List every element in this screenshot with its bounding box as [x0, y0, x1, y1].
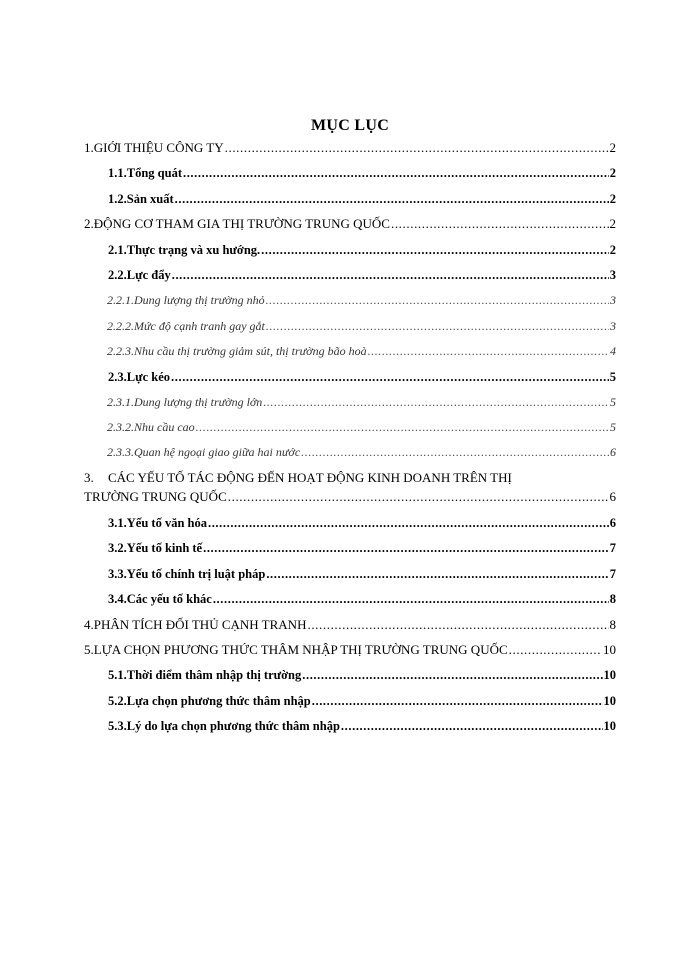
- toc-leader-dots: [341, 718, 603, 734]
- toc-entry-text: GIỚI THIỆU CÔNG TY: [93, 140, 224, 155]
- toc-entry-number: 1.2.: [108, 192, 127, 206]
- toc-entry-text: Lực đẩy: [126, 268, 171, 282]
- toc-entry-text: Nhu cầu thị trường giảm sút, thị trường bão hoà: [134, 344, 367, 358]
- toc-entry-number: 5.1.: [108, 668, 127, 682]
- toc-entry[interactable]: [108, 165, 616, 181]
- toc-entry[interactable]: [84, 216, 616, 232]
- toc-leader-dots: [266, 318, 609, 334]
- toc-entry[interactable]: [107, 292, 616, 308]
- toc-entry-text: Dung lượng thị trường lớn: [134, 395, 263, 409]
- toc-entry-text: Các yếu tố khác: [126, 592, 212, 606]
- toc-entry[interactable]: [108, 718, 616, 734]
- toc-entry-page: 10: [603, 668, 616, 682]
- toc-entry-number: 2.2.3.: [107, 344, 134, 358]
- toc-entry-page: 8: [609, 592, 616, 606]
- toc-entry[interactable]: [108, 540, 616, 556]
- toc-leader-dots: [172, 267, 609, 283]
- toc-entry-number: 5.3.: [108, 719, 127, 733]
- toc-entry-number: 2.3.2.: [107, 420, 134, 434]
- toc-entry-text: Mức độ cạnh tranh gay gắt: [134, 319, 265, 333]
- toc-leader-dots: [312, 693, 603, 709]
- toc-leader-dots: [203, 540, 609, 556]
- toc-entry-page: 10: [603, 642, 616, 657]
- toc-leader-dots: [266, 292, 609, 308]
- toc-entry-number: 2.2.: [108, 268, 127, 282]
- toc-leader-dots: [213, 591, 609, 607]
- toc-entry[interactable]: [108, 566, 616, 582]
- toc-leader-dots: [183, 165, 609, 181]
- toc-entry[interactable]: [84, 140, 616, 156]
- toc-entry-text: Lực kéo: [126, 370, 171, 384]
- toc-entry-text: Thời điểm thâm nhập thị trường: [126, 668, 302, 682]
- toc-leader-dots: [196, 419, 609, 435]
- toc-entry-page: 2: [609, 243, 616, 257]
- toc-entry-number: 3.4.: [108, 592, 127, 606]
- toc-entry-number: 3.1.: [108, 516, 127, 530]
- toc-leader-dots: [261, 242, 609, 258]
- toc-entry-number: 5.2.: [108, 694, 127, 708]
- toc-entry-text: Quan hệ ngoại giao giữa hai nước: [134, 445, 301, 459]
- toc-entry-number: 4.: [84, 617, 94, 632]
- toc-leader-dots: [302, 667, 602, 683]
- toc-entry-number: 1.: [84, 140, 94, 155]
- toc-entry-page: 10: [603, 694, 616, 708]
- toc-entry-number: 3.: [84, 470, 94, 485]
- toc-leader-dots: [208, 515, 609, 531]
- toc-leader-dots: [228, 489, 609, 505]
- toc-entry-number: 3.2.: [108, 541, 127, 555]
- toc-entry[interactable]: [108, 242, 616, 258]
- toc-leader-dots: [266, 566, 608, 582]
- toc-entry-text: ĐỘNG CƠ THAM GIA THỊ TRƯỜNG TRUNG QUỐC: [93, 216, 390, 231]
- toc-leader-dots: [175, 191, 609, 207]
- toc-entry-page: 5: [610, 395, 616, 409]
- toc-entry-number: 2.1.: [108, 243, 127, 257]
- toc-entry-page: 3: [610, 293, 616, 307]
- toc-entry-number: 2.2.2.: [107, 319, 134, 333]
- toc-entry-text: Sản xuất: [126, 192, 174, 206]
- toc-leader-dots: [171, 369, 609, 385]
- toc-entry-number: 5.: [84, 642, 94, 657]
- toc-entry-page: 10: [603, 719, 616, 733]
- toc-entry-page: 5: [610, 420, 616, 434]
- toc-leader-dots: [301, 444, 609, 460]
- toc-entry-page: 3: [609, 268, 616, 282]
- toc-entry-number: 2.3.: [108, 370, 127, 384]
- toc-entry[interactable]: [107, 318, 616, 334]
- toc-entry[interactable]: [108, 191, 616, 207]
- toc-entry[interactable]: [107, 343, 616, 359]
- toc-entry-text: Yếu tố kinh tế: [126, 541, 203, 555]
- toc-entry-number: 3.3.: [108, 567, 127, 581]
- toc-entry-text: CÁC YẾU TỐ TÁC ĐỘNG ĐẾN HOẠT ĐỘNG KINH DOANH TRÊN THỊ: [108, 470, 512, 485]
- toc-entry[interactable]: [108, 515, 616, 531]
- toc-entry-page: 6: [609, 489, 616, 504]
- toc-entry-page: 2: [609, 192, 616, 206]
- toc-entry-number: 2.3.1.: [107, 395, 134, 409]
- toc-entry-first-line[interactable]: [84, 470, 512, 486]
- toc-entry-page: 7: [609, 541, 616, 555]
- toc-leader-dots: [225, 140, 609, 156]
- toc-entry-text: Yếu tố chính trị luật pháp: [126, 567, 266, 581]
- toc-entry[interactable]: [108, 267, 616, 283]
- toc-leader-dots: [307, 617, 608, 633]
- toc-leader-dots: [368, 343, 609, 359]
- toc-entry-text: Nhu cầu cao: [134, 420, 195, 434]
- toc-entry-text: Dung lượng thị trường nhỏ: [134, 293, 265, 307]
- toc-entry-text: Lý do lựa chọn phương thức thâm nhập: [126, 719, 340, 733]
- toc-entry[interactable]: [108, 693, 616, 709]
- toc-entry-page: 3: [610, 319, 616, 333]
- toc-entry-number: 2.2.1.: [107, 293, 134, 307]
- toc-entry-page: 2: [609, 166, 616, 180]
- toc-entry-text: Tổng quát: [126, 166, 182, 180]
- toc-entry[interactable]: [108, 369, 616, 385]
- toc-entry[interactable]: [108, 667, 616, 683]
- toc-entry[interactable]: [107, 419, 616, 435]
- toc-entry[interactable]: [84, 642, 616, 658]
- toc-entry[interactable]: [84, 617, 616, 633]
- toc-entry[interactable]: [108, 591, 616, 607]
- toc-entry-page: 2: [609, 216, 616, 231]
- toc-entry[interactable]: [107, 394, 616, 410]
- toc-leader-dots: [263, 394, 609, 410]
- toc-entry-page: 8: [609, 617, 616, 632]
- toc-entry-number: 1.1.: [108, 166, 127, 180]
- toc-entry[interactable]: [107, 444, 616, 460]
- toc-leader-dots: [509, 642, 602, 658]
- toc-entry-page: 6: [610, 445, 616, 459]
- toc-entry-page: 2: [609, 140, 616, 155]
- toc-entry-page: 7: [609, 567, 616, 581]
- toc-entry-text: Yếu tố văn hóa: [126, 516, 207, 530]
- toc-entry-page: 5: [609, 370, 616, 384]
- toc-entry-page: 4: [610, 344, 616, 358]
- toc-entry-page: 6: [609, 516, 616, 530]
- toc-entry-text: PHÂN TÍCH ĐỐI THỦ CẠNH TRANH: [93, 617, 307, 632]
- toc-entry-number: 2.3.3.: [107, 445, 134, 459]
- toc-entry-text: Lựa chọn phương thức thâm nhập: [126, 694, 311, 708]
- toc-entry-text: LỰA CHỌN PHƯƠNG THỨC THÂM NHẬP THỊ TRƯỜNG TRUNG QUỐC: [93, 642, 508, 657]
- toc-entry-text: Thực trạng và xu hướng.: [126, 243, 261, 257]
- toc-title: MỤC LỤC: [310, 117, 390, 134]
- toc-entry[interactable]: [84, 489, 616, 505]
- toc-leader-dots: [391, 216, 609, 232]
- toc-entry-text-continued: TRƯỜNG TRUNG QUỐC: [84, 489, 227, 504]
- toc-entry-number: 2.: [84, 216, 94, 231]
